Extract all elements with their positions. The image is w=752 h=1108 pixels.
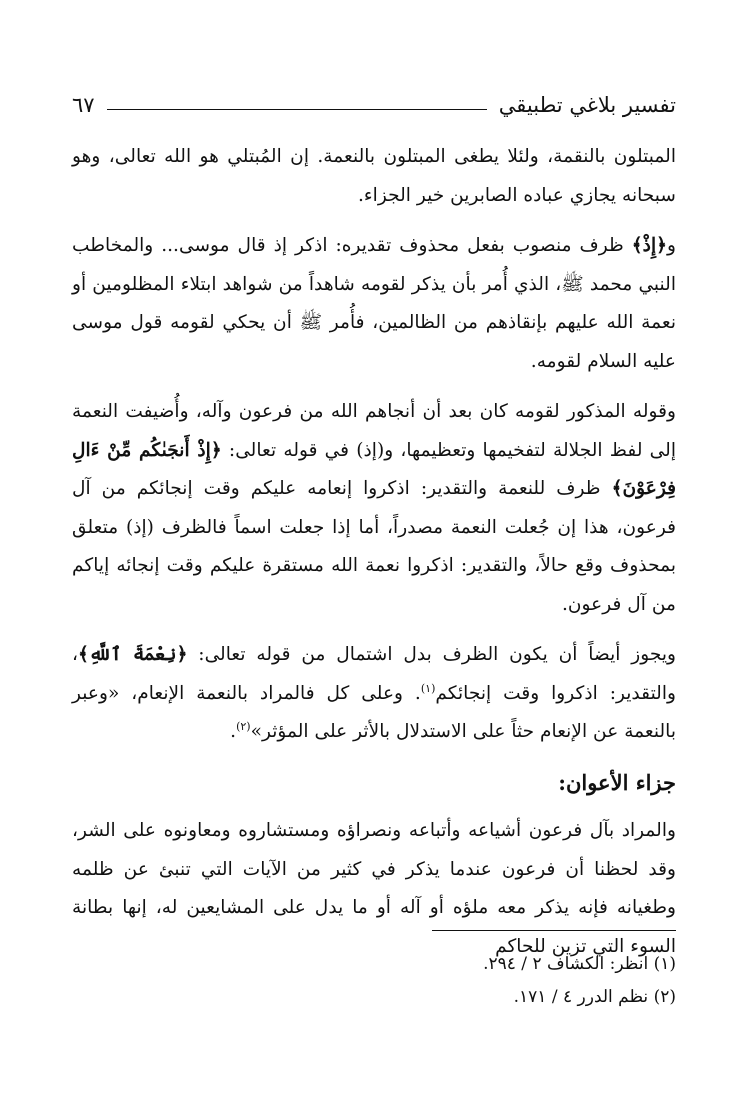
p4-text-c: . وعلى كل فالمراد بالنعمة الإنعام، «وعبر بالنعمة عن الإنعام حثاً على الاستدلال بالأثر على المؤثر» <box>72 682 676 742</box>
paragraph-5: والمراد بآل فرعون أشياعه وأتباعه ونصراؤه ومستشاروه ومعاونوه على الشر، وقد لحظنا أن فرعون عندما يذكر في كثير من الآيات التي تنبئ عن ظلمه وطغيانه فإنه يذكر معه ملؤه أو آله أو ما يدل على المشايعين له، إنها بطانة السوء التي تزين للحاكم <box>72 820 676 957</box>
running-header <box>72 88 676 122</box>
footnote-ref-1[interactable]: (١) <box>420 681 436 695</box>
p3-text-a: وقوله المذكور لقومه كان بعد أن أنجاهم الله من فرعون وآله، وأُضيفت النعمة إلى لفظ الجلالة لتفخيمها وتعظيمها، و(إذ) في قوله تعالى: <box>72 401 676 461</box>
p3-text-b: ظرف للنعمة والتقدير: اذكروا إنعامه عليكم وقت إنجائكم من آل فرعون، هذا إن جُعلت النعمة مصدراً، أما إذا جعلت اسماً فالظرف (إذ) متعلق بمحذوف وقع حالاً، والتقدير: اذكروا نعمة الله مستقرة عليكم وقت إنجائه إياكم من آل فرعون. <box>72 478 676 615</box>
footnotes <box>72 948 676 1014</box>
paragraph-1: المبتلون بالنقمة، ولئلا يطغى المبتلون بالنعمة. إن المُبتلي هو الله تعالى، وهو سبحانه يجازي عباده الصابرين خير الجزاء. <box>72 146 676 206</box>
footnote-1: (١) انظر: الكشاف ٢ / ٢٩٤. <box>483 954 676 974</box>
paragraph-4 <box>72 636 676 752</box>
header-rule <box>107 109 487 110</box>
p2-text-a: و <box>667 235 676 256</box>
footnote-ref-2[interactable]: (٢) <box>236 719 251 733</box>
page-number: ٦٧ <box>72 93 95 117</box>
section-heading: جزاء الأعوان: <box>558 769 676 795</box>
quran-quote: ﴿نِعْمَةَ ٱللَّهِ﴾ <box>78 644 188 665</box>
p4-text-b: ، والتقدير: اذكروا وقت إنجائكم <box>72 644 676 704</box>
quran-quote: ﴿إِذْ﴾ <box>631 235 668 256</box>
footnote-2: (٢) نظم الدرر ٤ / ١٧١. <box>513 987 676 1007</box>
paragraph-2 <box>72 227 676 381</box>
footnote-separator <box>432 930 676 931</box>
p2-text-b: ظرف منصوب بفعل محذوف تقديره: اذكر إذ قال موسى... والمخاطب النبي محمد ﷺ، الذي أُمر بأن يذكر لقومه شاهداً من شواهد ابتلاء المظلومين أو نعمة الله عليهم بإنقاذهم من الظالمين، فأُمر ﷺ أن يحكي لقومه قول موسى عليه السلام لقومه. <box>72 235 676 372</box>
body-text <box>72 138 676 978</box>
quran-quote: ﴿إِذْ أَنجَىٰكُم مِّنْ ءَالِ فِرْعَوْنَ﴾ <box>72 439 676 499</box>
paragraph-3 <box>72 393 676 624</box>
p4-text-d: . <box>230 721 237 742</box>
p4-text-a: ويجوز أيضاً أن يكون الظرف بدل اشتمال من قوله تعالى: <box>187 644 676 665</box>
header-title: تفسير بلاغي تطبيقي <box>498 93 676 117</box>
